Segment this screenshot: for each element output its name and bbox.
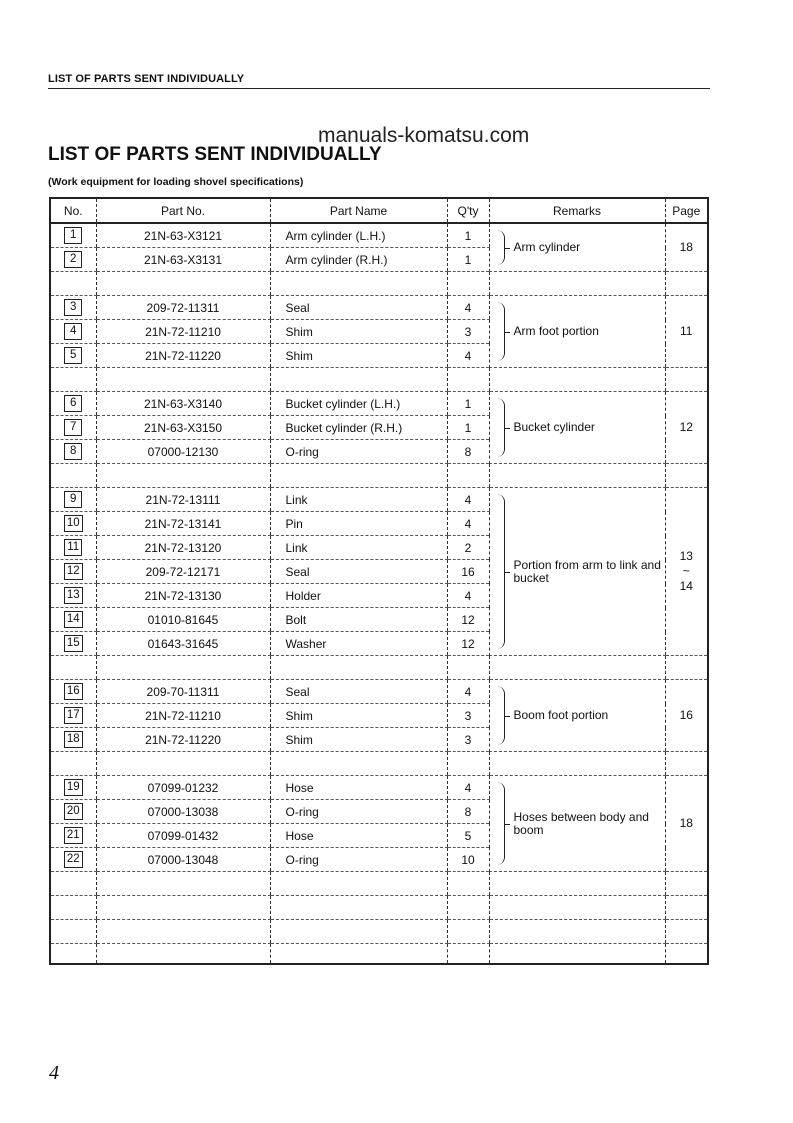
item-number-cell bbox=[50, 848, 96, 872]
part-name: Hose bbox=[270, 824, 447, 848]
empty-cell bbox=[489, 752, 665, 776]
quantity: 12 bbox=[447, 608, 489, 632]
empty-cell bbox=[270, 752, 447, 776]
brace-icon bbox=[496, 398, 505, 457]
part-name: Bucket cylinder (R.H.) bbox=[270, 416, 447, 440]
page-title: LIST OF PARTS SENT INDIVIDUALLY bbox=[48, 144, 382, 165]
empty-row bbox=[50, 752, 708, 776]
empty-cell bbox=[270, 896, 447, 920]
watermark: manuals-komatsu.com bbox=[318, 124, 530, 147]
part-number: 07000-12130 bbox=[96, 440, 270, 464]
item-number-cell bbox=[50, 776, 96, 800]
brace-icon bbox=[496, 686, 505, 745]
page-ref-end: 14 bbox=[679, 579, 693, 593]
page-cell bbox=[665, 223, 708, 272]
empty-cell bbox=[50, 920, 96, 944]
part-name: Seal bbox=[270, 296, 447, 320]
item-number-cell bbox=[50, 223, 96, 248]
empty-cell bbox=[489, 920, 665, 944]
page-subtitle: (Work equipment for loading shovel specifications) bbox=[48, 176, 304, 188]
quantity: 1 bbox=[447, 223, 489, 248]
item-number: 19 bbox=[64, 779, 83, 796]
part-name: Washer bbox=[270, 632, 447, 656]
item-number: 13 bbox=[64, 587, 83, 604]
empty-cell bbox=[96, 464, 270, 488]
quantity: 10 bbox=[447, 848, 489, 872]
running-header: LIST OF PARTS SENT INDIVIDUALLY bbox=[48, 73, 245, 85]
brace-icon bbox=[496, 230, 505, 265]
empty-cell bbox=[96, 272, 270, 296]
part-number: 209-72-11311 bbox=[96, 296, 270, 320]
brace-icon bbox=[496, 494, 505, 649]
item-number-cell bbox=[50, 560, 96, 584]
empty-cell bbox=[50, 656, 96, 680]
part-number: 01643-31645 bbox=[96, 632, 270, 656]
part-number: 07000-13048 bbox=[96, 848, 270, 872]
part-number: 01010-81645 bbox=[96, 608, 270, 632]
remarks-text: Bucket cylinder bbox=[513, 420, 595, 434]
item-number-cell bbox=[50, 440, 96, 464]
empty-cell bbox=[665, 752, 708, 776]
empty-cell bbox=[447, 896, 489, 920]
remarks-cell bbox=[489, 776, 665, 872]
empty-cell bbox=[665, 656, 708, 680]
quantity: 4 bbox=[447, 296, 489, 320]
remarks-text: Boom foot portion bbox=[513, 708, 609, 722]
item-number: 14 bbox=[64, 611, 83, 628]
empty-cell bbox=[665, 896, 708, 920]
quantity: 4 bbox=[447, 584, 489, 608]
table-row bbox=[50, 392, 708, 416]
col-header-remarks: Remarks bbox=[489, 198, 665, 223]
part-number: 21N-72-13120 bbox=[96, 536, 270, 560]
brace-icon bbox=[496, 302, 505, 361]
item-number-cell bbox=[50, 824, 96, 848]
page-cell bbox=[665, 488, 708, 656]
part-name: Link bbox=[270, 488, 447, 512]
empty-cell bbox=[50, 272, 96, 296]
empty-cell bbox=[270, 368, 447, 392]
item-number: 11 bbox=[64, 539, 82, 556]
quantity: 3 bbox=[447, 704, 489, 728]
empty-cell bbox=[489, 368, 665, 392]
table-row bbox=[50, 296, 708, 320]
empty-cell bbox=[447, 656, 489, 680]
page-range-separator: ~ bbox=[682, 564, 690, 578]
col-header-qty: Q'ty bbox=[447, 198, 489, 223]
part-number: 21N-72-11220 bbox=[96, 728, 270, 752]
quantity: 1 bbox=[447, 248, 489, 272]
empty-row bbox=[50, 272, 708, 296]
empty-cell bbox=[96, 920, 270, 944]
page-cell bbox=[665, 392, 708, 464]
quantity: 3 bbox=[447, 728, 489, 752]
empty-cell bbox=[96, 656, 270, 680]
part-name: O-ring bbox=[270, 440, 447, 464]
page-ref: 12 bbox=[679, 420, 693, 434]
quantity: 5 bbox=[447, 824, 489, 848]
item-number-cell bbox=[50, 416, 96, 440]
table-row bbox=[50, 680, 708, 704]
item-number-cell bbox=[50, 344, 96, 368]
part-number: 21N-63-X3121 bbox=[96, 223, 270, 248]
part-name: Shim bbox=[270, 344, 447, 368]
col-header-part-name: Part Name bbox=[270, 198, 447, 223]
empty-row bbox=[50, 368, 708, 392]
empty-cell bbox=[665, 368, 708, 392]
part-number: 21N-72-13141 bbox=[96, 512, 270, 536]
quantity: 8 bbox=[447, 440, 489, 464]
empty-row bbox=[50, 872, 708, 896]
empty-cell bbox=[447, 920, 489, 944]
quantity: 1 bbox=[447, 392, 489, 416]
empty-cell bbox=[96, 368, 270, 392]
quantity: 4 bbox=[447, 776, 489, 800]
empty-cell bbox=[96, 896, 270, 920]
empty-cell bbox=[489, 464, 665, 488]
item-number: 2 bbox=[64, 251, 82, 268]
item-number-cell bbox=[50, 248, 96, 272]
page-cell bbox=[665, 296, 708, 368]
item-number: 10 bbox=[64, 515, 83, 532]
empty-row bbox=[50, 656, 708, 680]
item-number-cell bbox=[50, 728, 96, 752]
empty-cell bbox=[665, 872, 708, 896]
empty-cell bbox=[96, 752, 270, 776]
empty-cell bbox=[270, 920, 447, 944]
part-name: Pin bbox=[270, 512, 447, 536]
empty-cell bbox=[665, 272, 708, 296]
remarks-text: Arm foot portion bbox=[513, 324, 599, 338]
quantity: 2 bbox=[447, 536, 489, 560]
part-number: 21N-72-11210 bbox=[96, 320, 270, 344]
quantity: 3 bbox=[447, 320, 489, 344]
quantity: 16 bbox=[447, 560, 489, 584]
remarks-cell bbox=[489, 680, 665, 752]
empty-cell bbox=[96, 944, 270, 965]
item-number: 18 bbox=[64, 731, 83, 748]
part-name: Holder bbox=[270, 584, 447, 608]
empty-cell bbox=[270, 872, 447, 896]
table-row bbox=[50, 776, 708, 800]
item-number: 16 bbox=[64, 683, 83, 700]
part-number: 21N-63-X3131 bbox=[96, 248, 270, 272]
part-number: 07000-13038 bbox=[96, 800, 270, 824]
remarks-text: Arm cylinder bbox=[513, 240, 581, 254]
item-number: 12 bbox=[64, 563, 83, 580]
empty-cell bbox=[50, 368, 96, 392]
quantity: 8 bbox=[447, 800, 489, 824]
part-number: 21N-72-11210 bbox=[96, 704, 270, 728]
remarks-cell bbox=[489, 488, 665, 656]
empty-cell bbox=[447, 368, 489, 392]
remarks-text: Portion from arm to link and bucket bbox=[513, 557, 661, 585]
item-number: 22 bbox=[64, 851, 83, 868]
header-rule bbox=[48, 88, 710, 89]
page-cell bbox=[665, 680, 708, 752]
part-number: 21N-63-X3150 bbox=[96, 416, 270, 440]
empty-cell bbox=[96, 872, 270, 896]
part-number: 21N-72-13111 bbox=[96, 488, 270, 512]
part-number: 209-70-11311 bbox=[96, 680, 270, 704]
item-number-cell bbox=[50, 320, 96, 344]
empty-row bbox=[50, 464, 708, 488]
item-number: 6 bbox=[64, 395, 82, 412]
empty-cell bbox=[489, 944, 665, 965]
empty-cell bbox=[270, 656, 447, 680]
part-name: O-ring bbox=[270, 848, 447, 872]
part-name: Bucket cylinder (L.H.) bbox=[270, 392, 447, 416]
remarks-cell bbox=[489, 223, 665, 272]
page-ref-start: 13 bbox=[679, 549, 693, 563]
page-ref: 18 bbox=[679, 240, 693, 254]
item-number: 20 bbox=[64, 803, 83, 820]
quantity: 1 bbox=[447, 416, 489, 440]
item-number-cell bbox=[50, 608, 96, 632]
item-number: 21 bbox=[64, 827, 83, 844]
item-number-cell bbox=[50, 800, 96, 824]
empty-row bbox=[50, 920, 708, 944]
empty-cell bbox=[50, 896, 96, 920]
item-number-cell bbox=[50, 536, 96, 560]
item-number-cell bbox=[50, 512, 96, 536]
part-name: Shim bbox=[270, 704, 447, 728]
item-number: 15 bbox=[64, 635, 83, 652]
quantity: 12 bbox=[447, 632, 489, 656]
empty-row bbox=[50, 944, 708, 965]
page-ref: 11 bbox=[680, 324, 693, 338]
empty-cell bbox=[489, 872, 665, 896]
empty-cell bbox=[447, 872, 489, 896]
empty-cell bbox=[270, 464, 447, 488]
item-number-cell bbox=[50, 296, 96, 320]
part-name: Bolt bbox=[270, 608, 447, 632]
item-number-cell bbox=[50, 392, 96, 416]
parts-table bbox=[49, 197, 709, 965]
empty-cell bbox=[270, 944, 447, 965]
part-number: 21N-72-11220 bbox=[96, 344, 270, 368]
part-name: Arm cylinder (L.H.) bbox=[270, 223, 447, 248]
item-number-cell bbox=[50, 632, 96, 656]
table-body bbox=[50, 223, 708, 964]
item-number-cell bbox=[50, 680, 96, 704]
empty-cell bbox=[447, 944, 489, 965]
empty-cell bbox=[447, 464, 489, 488]
page-number: 4 bbox=[49, 1062, 59, 1084]
empty-cell bbox=[665, 464, 708, 488]
col-header-no: No. bbox=[50, 198, 96, 223]
empty-cell bbox=[50, 752, 96, 776]
quantity: 4 bbox=[447, 488, 489, 512]
part-number: 07099-01232 bbox=[96, 776, 270, 800]
part-name: Shim bbox=[270, 320, 447, 344]
empty-cell bbox=[50, 464, 96, 488]
item-number-cell bbox=[50, 584, 96, 608]
table-header-row bbox=[50, 198, 708, 223]
brace-icon bbox=[496, 782, 505, 865]
item-number: 7 bbox=[64, 419, 82, 436]
part-number: 21N-63-X3140 bbox=[96, 392, 270, 416]
remarks-cell bbox=[489, 392, 665, 464]
page-cell bbox=[665, 776, 708, 872]
quantity: 4 bbox=[447, 512, 489, 536]
empty-cell bbox=[489, 896, 665, 920]
empty-cell bbox=[489, 656, 665, 680]
remarks-text: Hoses between body and boom bbox=[513, 809, 649, 837]
item-number: 1 bbox=[64, 227, 82, 244]
empty-cell bbox=[270, 272, 447, 296]
quantity: 4 bbox=[447, 344, 489, 368]
quantity: 4 bbox=[447, 680, 489, 704]
col-header-part-no: Part No. bbox=[96, 198, 270, 223]
item-number: 9 bbox=[64, 491, 82, 508]
empty-cell bbox=[489, 272, 665, 296]
part-name: Hose bbox=[270, 776, 447, 800]
part-number: 21N-72-13130 bbox=[96, 584, 270, 608]
item-number: 4 bbox=[64, 323, 82, 340]
empty-row bbox=[50, 896, 708, 920]
item-number: 3 bbox=[64, 299, 82, 316]
empty-cell bbox=[447, 272, 489, 296]
empty-cell bbox=[50, 944, 96, 965]
item-number-cell bbox=[50, 704, 96, 728]
part-name: Shim bbox=[270, 728, 447, 752]
part-name: Seal bbox=[270, 680, 447, 704]
col-header-page: Page bbox=[665, 198, 708, 223]
item-number: 8 bbox=[64, 443, 82, 460]
item-number: 5 bbox=[64, 347, 82, 364]
part-name: Arm cylinder (R.H.) bbox=[270, 248, 447, 272]
page-ref: 18 bbox=[679, 816, 693, 830]
empty-cell bbox=[665, 920, 708, 944]
empty-cell bbox=[50, 872, 96, 896]
remarks-cell bbox=[489, 296, 665, 368]
item-number: 17 bbox=[64, 707, 83, 724]
table-row bbox=[50, 223, 708, 248]
part-name: Seal bbox=[270, 560, 447, 584]
item-number-cell bbox=[50, 488, 96, 512]
part-number: 07099-01432 bbox=[96, 824, 270, 848]
empty-cell bbox=[665, 944, 708, 965]
empty-cell bbox=[447, 752, 489, 776]
page-ref: 16 bbox=[679, 708, 693, 722]
part-name: O-ring bbox=[270, 800, 447, 824]
part-name: Link bbox=[270, 536, 447, 560]
part-number: 209-72-12171 bbox=[96, 560, 270, 584]
table-row bbox=[50, 488, 708, 512]
